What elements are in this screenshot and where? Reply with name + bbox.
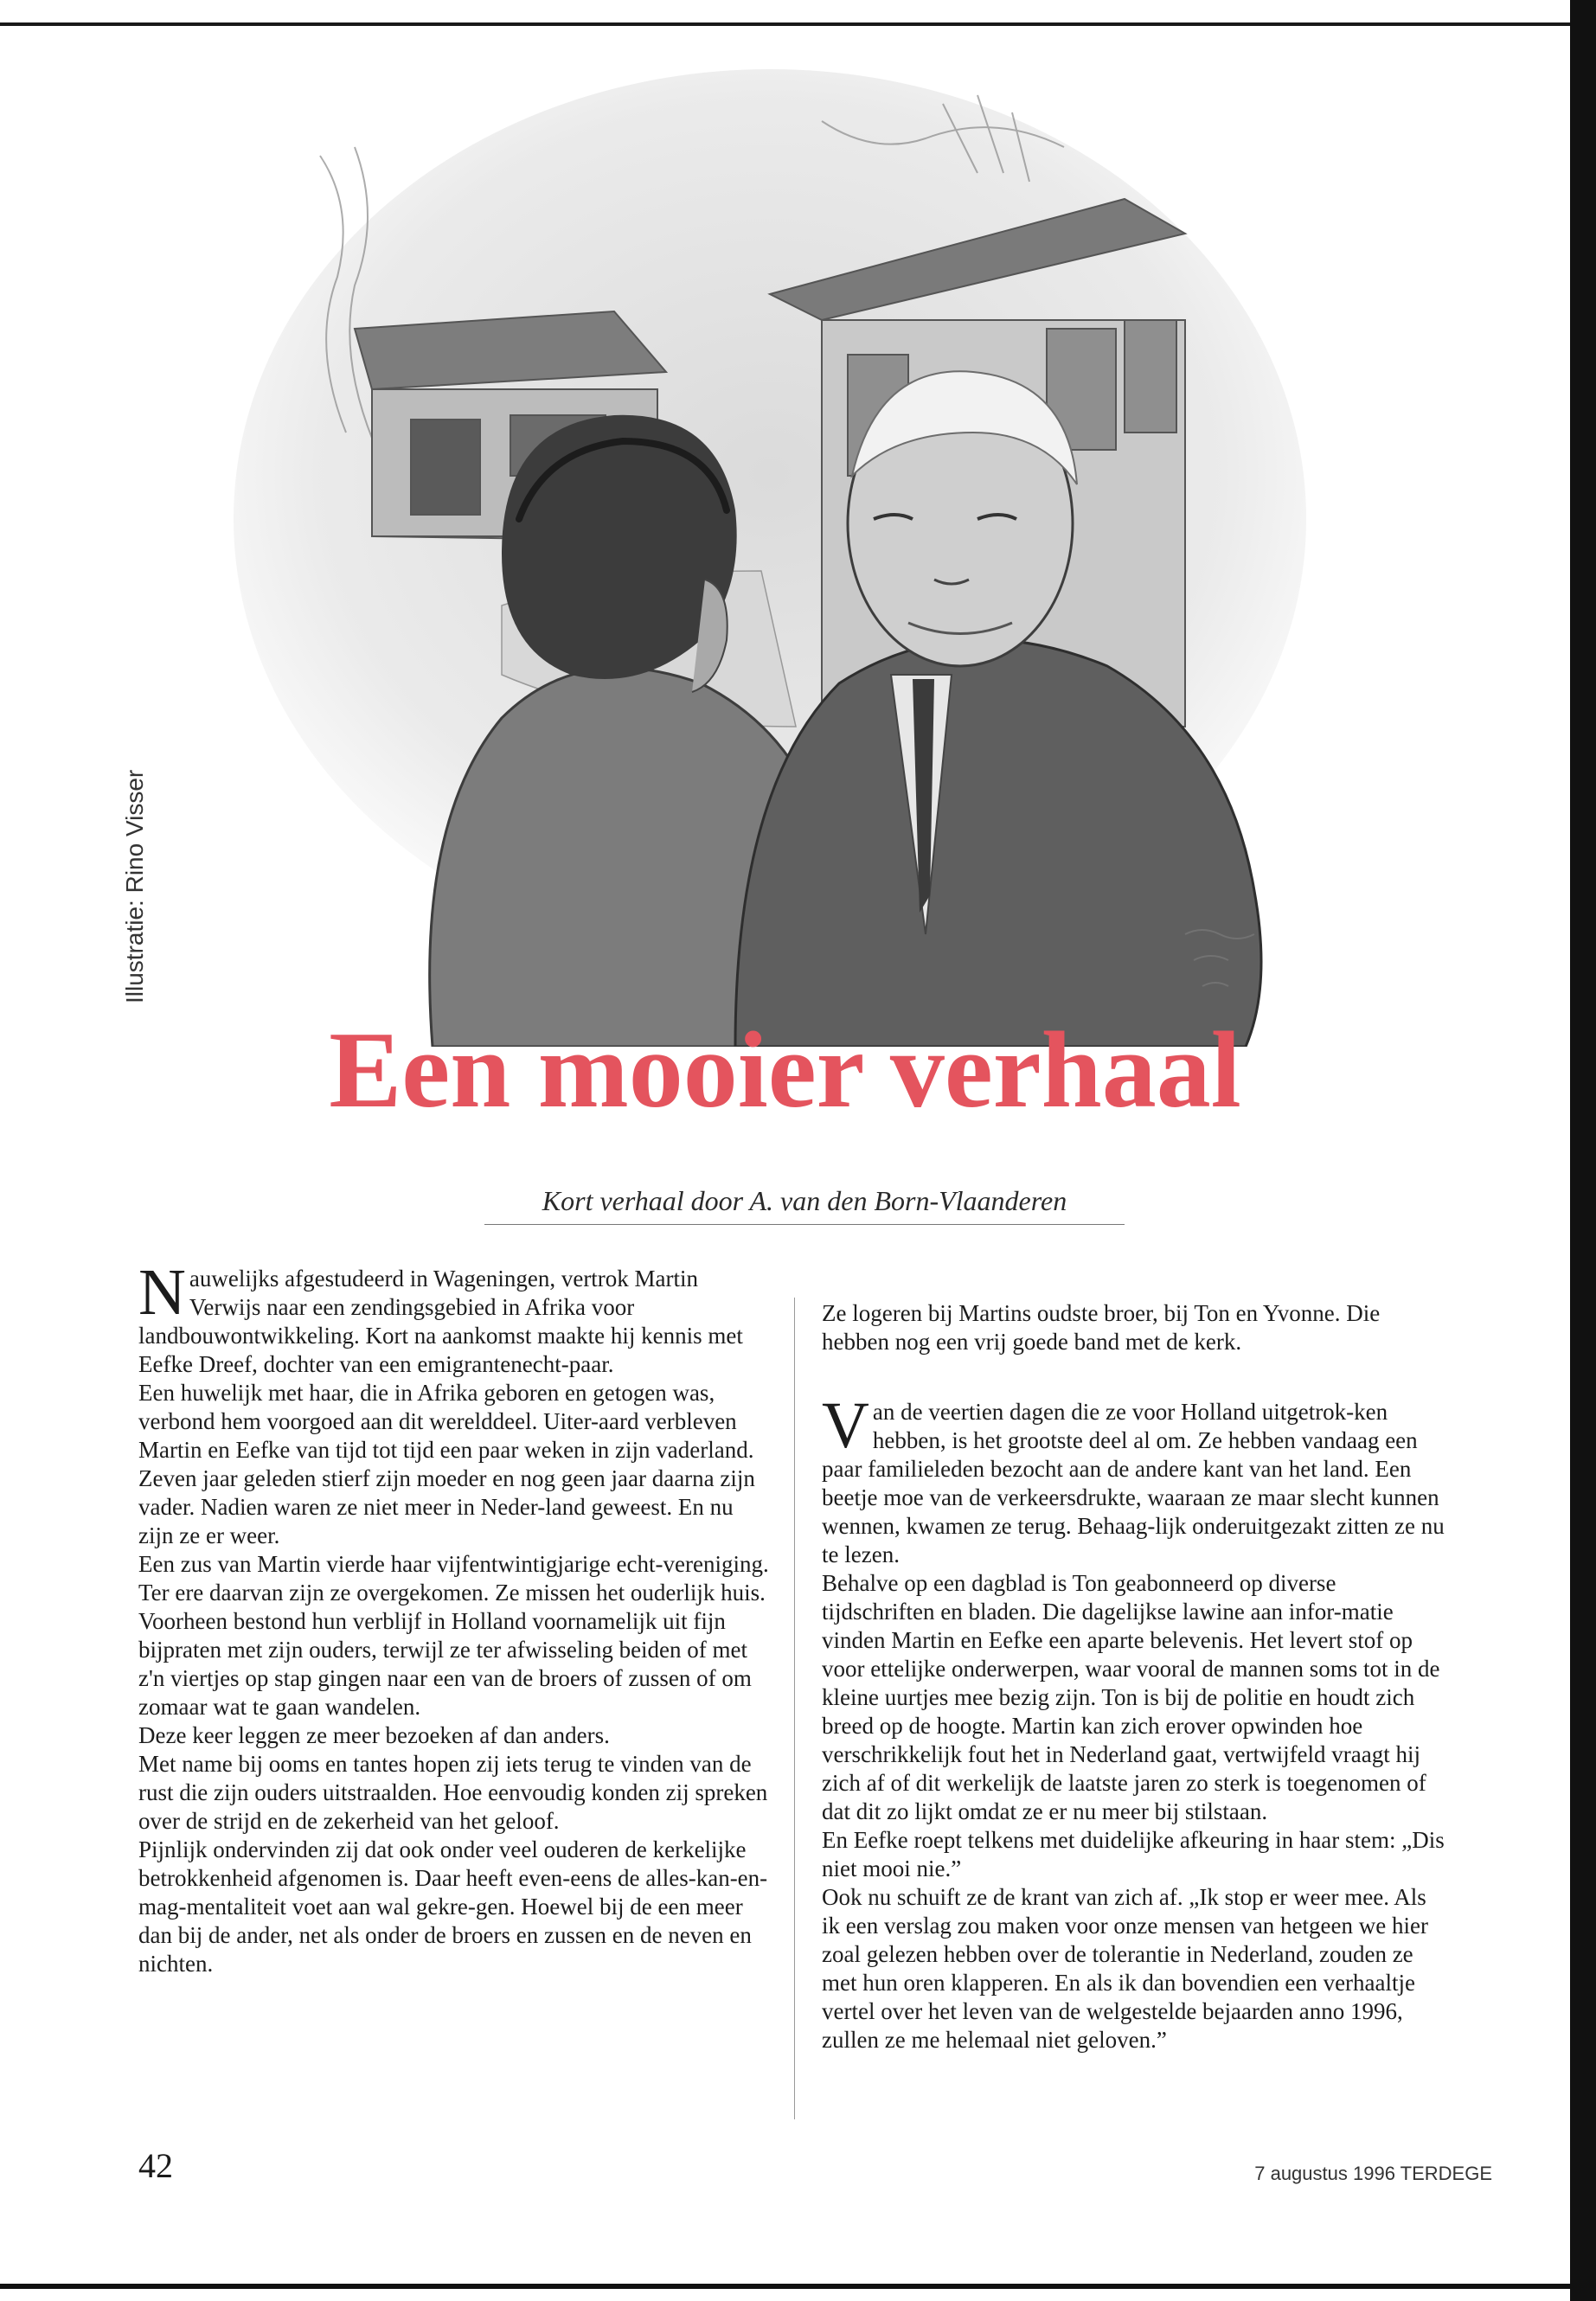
section-gap bbox=[822, 1356, 1445, 1398]
article-headline: Een mooier verhaal bbox=[329, 1010, 1241, 1131]
paragraph: Zeven jaar geleden stierf zijn moeder en nog geen jaar daarna zijn vader. Nadien waren ze niet meer in Neder-land geweest. En nu zijn ze er weer. bbox=[138, 1465, 755, 1548]
bottom-rule bbox=[0, 2284, 1570, 2289]
paragraph: Met name bij ooms en tantes hopen zij iets terug te vinden van de rust die zijn ouders uitstraalden. Hoe eenvoudig konden zij spreken over de strijd en de zekerheid van het geloof. bbox=[138, 1751, 768, 1834]
page-number: 42 bbox=[138, 2146, 173, 2185]
pencil-illustration bbox=[216, 69, 1341, 1047]
paragraph: Voorheen bestond hun verblijf in Holland voornamelijk uit fijn bijpraten met zijn ouders, terwijl ze ter afwisseling beiden of met z'n viertjes op stap gingen naar een van de broers of zussen of om zomaar wat te gaan wandelen. bbox=[138, 1608, 752, 1720]
paragraph: Een zus van Martin vierde haar vijfentwintigjarige echt-vereniging. Ter ere daarvan zijn ze overgekomen. Ze missen het ouderlijk huis. bbox=[138, 1551, 769, 1606]
paragraph: Nauwelijks afgestudeerd in Wageningen, vertrok Martin Verwijs naar een zendingsgebied in Afrika voor landbouwontwikkeling. Kort na aankomst maakte hij kennis met Eefke Dreef, dochter van een emigrantenecht-paar. bbox=[138, 1256, 743, 1377]
paragraph: Ze logeren bij Martins oudste broer, bij Ton en Yvonne. Die hebben nog een vrij goede band met de kerk. bbox=[822, 1300, 1381, 1355]
dropcap: V bbox=[822, 1389, 869, 1462]
paragraph: Pijnlijk ondervinden zij dat ook onder veel ouderen de kerkelijke betrokkenheid afgenomen is. Daar heeft even-eens de alles-kan-en-mag-mentaliteit voet aan wal gekre-gen. Hoewel bij de een meer dan bij de ander, net als onder de broers en zussen en de neven en nichten. bbox=[138, 1836, 768, 1977]
paragraph: Behalve op een dagblad is Ton geabonneerd op diverse tijdschriften en bladen. Die dagelijkse lawine aan infor-matie vinden Martin en Eefke een aparte belevenis. Het levert stof op voor ettelijke onderwerpen, waar vooral de mannen soms tot in de kleine uurtjes mee bezig zijn. Ton is bij de politie en houdt zich breed op de hoogte. Martin kan zich erover opwinden hoe verschrikkelijk fout het in Nederland gaat, vertwijfeld vraagt hij zich af of dit werkelijk de laatste jaren zo sterk is toegenomen of dat dit zo lijkt omdat ze er nu meer bij stilstaan. bbox=[822, 1570, 1440, 1824]
paragraph: Ook nu schuift ze de krant van zich af. „Ik stop er weer mee. Als ik een verslag zou maken voor onze mensen van hetgeen we hier zoal gelezen hebben over de tolerantie in Nederland, zouden ze met hun oren klapperen. En als ik dan bovendien een verhaaltje vertel over het leven van de welgestelde bejaarden anno 1996, zullen ze me helemaal niet geloven.” bbox=[822, 1884, 1428, 2053]
page-edge-bar bbox=[1570, 0, 1596, 2301]
paragraph: En Eefke roept telkens met duidelijke afkeuring in haar stem: „Dis niet mooi nie.” bbox=[822, 1827, 1445, 1881]
text-column-right bbox=[822, 1299, 1445, 2054]
column-divider bbox=[794, 1298, 795, 2119]
top-rule bbox=[0, 22, 1570, 26]
paragraph: Een huwelijk met haar, die in Afrika geboren en getogen was, verbond hem voorgoed aan dit werelddeel. Uiter-aard verbleven Martin en Eefke van tijd tot tijd een paar weken in zijn vaderland. bbox=[138, 1380, 754, 1463]
issue-footer: 7 augustus 1996 TERDEGE bbox=[1254, 2163, 1492, 2184]
text-column-left bbox=[138, 1256, 770, 1978]
dropcap: N bbox=[138, 1256, 186, 1329]
article-byline: Kort verhaal door A. van den Born-Vlaanderen bbox=[484, 1185, 1125, 1225]
paragraph: Deze keer leggen ze meer bezoeken af dan anders. bbox=[138, 1722, 610, 1748]
paragraph: Van de veertien dagen die ze voor Holland uitgetrok-ken hebben, is het grootste deel al om. Ze hebben vandaag een paar familieleden bezocht aan de andere kant van het land. Een beetje moe van de verkeersdrukte, waaraan ze maar slecht kunnen wennen, kwamen ze terug. Behaag-lijk onderuitgezakt zitten ze nu te lezen. bbox=[822, 1389, 1445, 1567]
